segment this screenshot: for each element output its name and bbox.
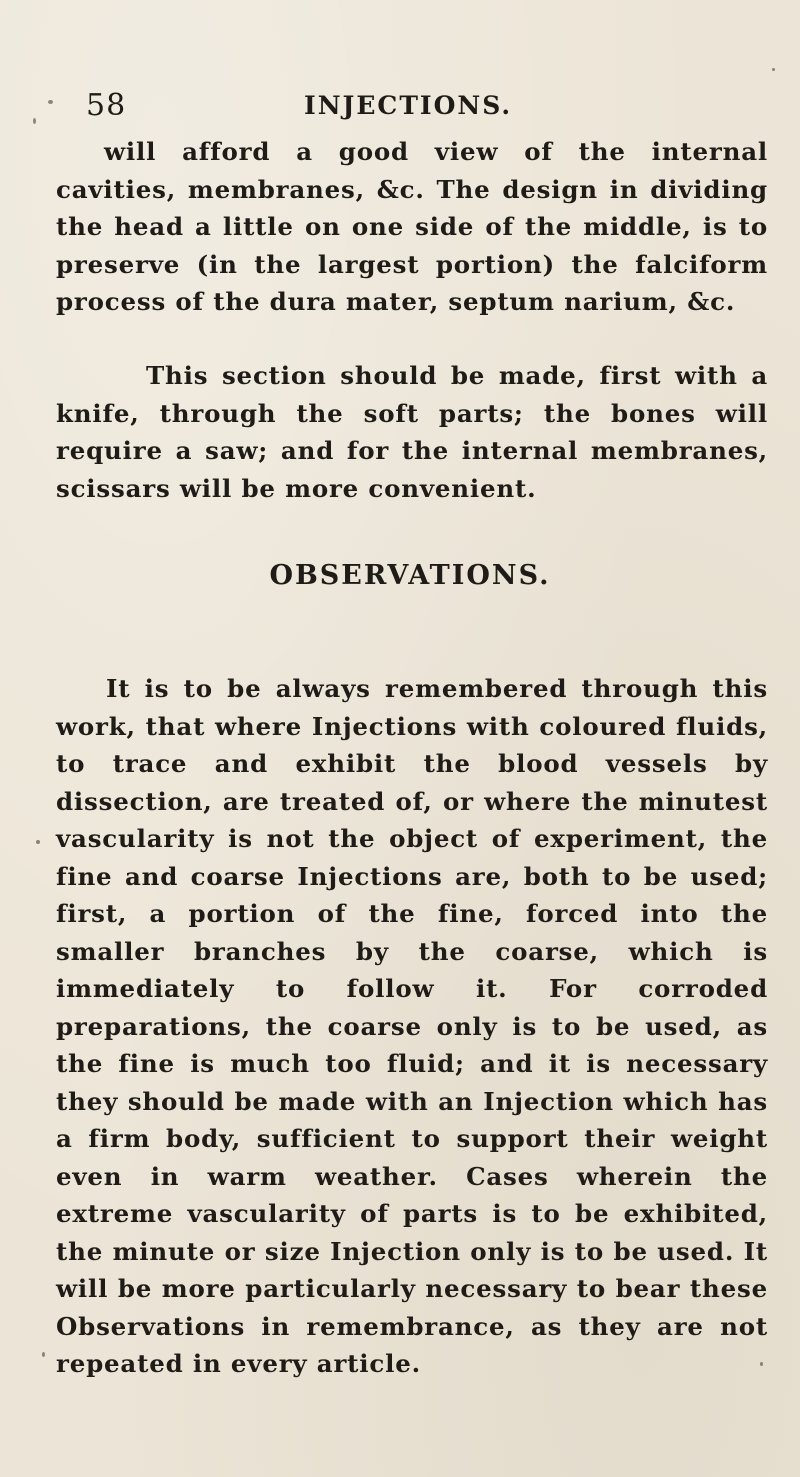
running-head: INJECTIONS. [304, 91, 513, 120]
paper-speck [760, 1362, 763, 1366]
paper-speck [772, 68, 775, 71]
section-heading: OBSERVATIONS. [269, 560, 551, 591]
paragraph-section-method: This section should be made, first with a knife, through the soft parts; the bones will require a saw; and for the internal membranes, scissars will be more convenient. [56, 361, 768, 503]
paper-speck [48, 100, 53, 104]
paragraph-continuation: will afford a good view of the internal cavities, membranes, &c. The design in dividing the head a little on one side of the middle, is to preserve (in the largest portion) the falciform process of the dura mater, septum narium, &c. [56, 137, 768, 316]
paper-speck [33, 118, 36, 124]
paper-speck [36, 840, 40, 844]
paragraph-observations: It is to be always remembered through this work, that where Injections with coloured fluids, to trace and exhibit the blood vessels by dissection, are treated of, or where the minutest vascularity is not the object of experiment, the fine and coarse Injections are, both to be used; first, a portion of the fine, forced into the smaller branches by the coarse, which is immediately to follow it. For corroded preparations, the coarse only is to be used, as the fine is much too fluid; and it is necessary they should be made with an Injection which has a firm body, sufficient to support their weight even in warm weather. Cases wherein the extreme vascularity of parts is to be exhibited, the minute or size Injection only is to be used. It will be more particularly necessary to bear these Observations in remembrance, as they are not repeated in every article. [56, 674, 768, 1378]
page-header [86, 88, 746, 122]
paper-speck [42, 1352, 45, 1357]
page-number: 58 [86, 88, 127, 123]
